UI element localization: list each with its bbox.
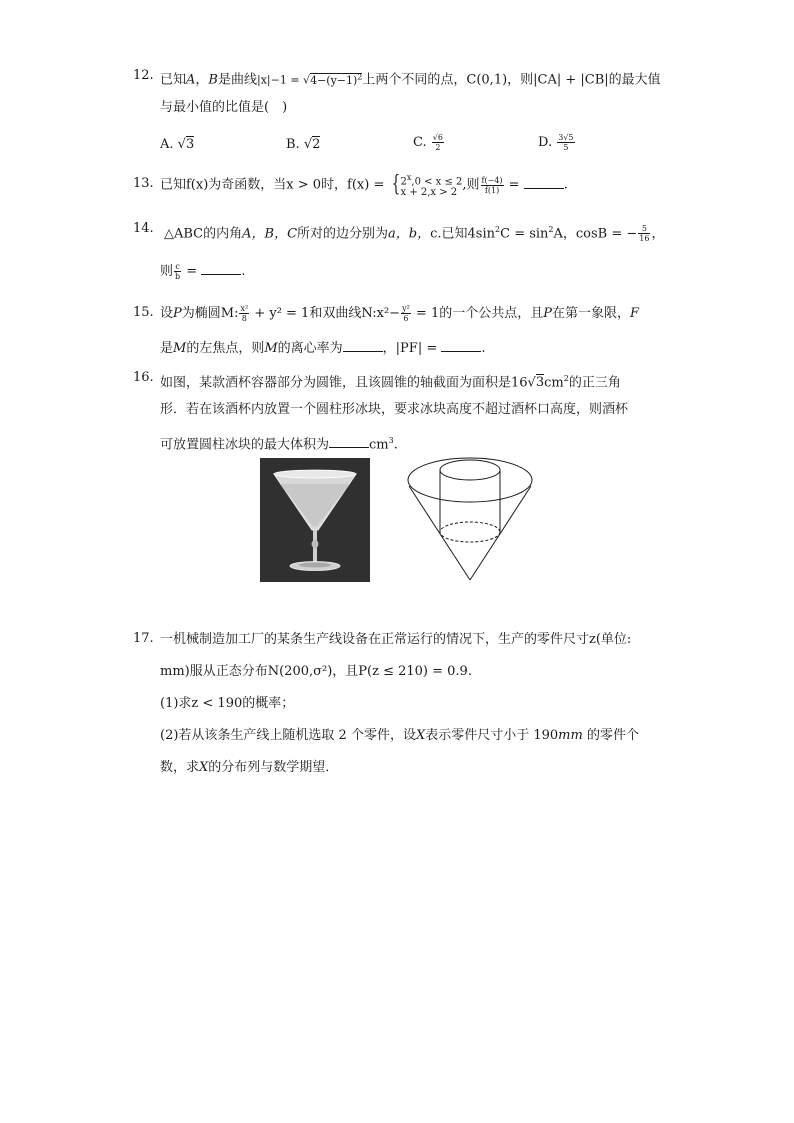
q15-var-m: M [173,341,187,356]
q14-frac-num: 5 [638,224,650,234]
q17-l5-text2: 的分布列与数学期望． [208,760,339,775]
q17-l4-text3: 的零件个 [582,728,639,743]
q12-option-d[interactable] [538,133,576,152]
q16-period: . [393,437,398,453]
q15-var-m2: M [264,341,278,356]
q17-l4-text2: 表示零件尺寸小于 190 [425,728,559,743]
q15-var-p2: P [543,306,552,321]
q17-l4-text: (2)若从该条生产线上随机选取 2 个零件，设 [160,728,416,743]
q14-angles: A，B，C [242,226,298,242]
q16-line1: 如图，某款酒杯容器部分为圆锥，且该圆锥的轴截面为面积是$16√3cm^2$的正三角 [160,374,621,391]
q15-frac1-den: 8 [241,314,247,323]
q13-number: 13. [133,176,154,191]
q14-eq: = [182,264,202,279]
q12-text3: 上两个不同的点，C(0,1)，则|CA| + |CB|的最大值 [362,72,661,88]
option-d-label: D. [538,135,553,150]
q12-var-b: B [208,72,218,88]
q15-answer-blank1[interactable] [343,339,383,352]
q14-frac-den: 16 [639,234,650,244]
q12-line2: 与最小值的比值是( ) [160,100,288,115]
q13-case1: 2 [400,176,407,188]
q15-answer-blank2[interactable] [441,339,481,352]
q16-text2: 的正三角 [568,375,621,391]
q14-comma: ， [651,226,665,242]
q12-number: 12. [133,68,154,83]
q14-text5: A，cosB = − [553,226,638,242]
q13-case1-sup: x [406,173,412,182]
q15-l2-text2: 的左焦点，则 [186,341,265,356]
q15-text4: = 1的一个公共点，且 [411,306,544,321]
option-b-label: B. [286,137,300,152]
q15-number: 15. [133,305,154,320]
q17-line2: mm)服从正态分布N(200,σ²)，且P(z ≤ 210) = 0.9. [160,664,472,679]
q16-line2: 形．若在该酒杯内放置一个圆柱形冰块，要求冰块高度不超过酒杯口高度，则酒杯 [160,402,629,417]
q15-var-f: F [630,306,640,321]
cylinder-bottom-ellipse [440,522,500,542]
q13-frac-den: f(1) [484,185,500,195]
q12-text2: 是曲线 [217,72,257,88]
q13-text2: ,则 [462,177,480,193]
q15-line1 [160,302,639,326]
q15-frac1-num: x² [240,304,249,313]
q17-var-x2: X [199,760,209,775]
option-a-label: A. [160,137,174,152]
wine-glass-photo [260,458,370,582]
q16-number: 16. [133,370,154,385]
q14-answer-blank[interactable] [201,262,241,275]
q14-number: 14. [133,221,154,236]
option-d-den: 5 [563,143,569,152]
q17-number: 17. [133,631,154,646]
q14-ratio-num: c [175,262,180,271]
q17-line4 [160,727,639,745]
q14-sides: a，b， [388,226,431,242]
q12-var-a: A [186,72,196,88]
q13-cases [401,172,463,198]
q12-line1: 已知A，B是曲线$|x|-1 = √4-(y-1)^2$上两个不同的点，C(0,1)，则|CA| + |CB|的最大值 [160,72,661,88]
q14-text4: C = sin [500,226,549,242]
q13-text: 已知f(x)为奇函数，当x > 0时，f(x) = [160,177,389,193]
q15-l2-text3: 的离心率为 [277,341,343,356]
q12-option-b[interactable]: B. √2 [286,137,321,152]
q12-curve-radicand: 4−(y−1) [310,73,358,87]
q17-line1: 一机械制造加工厂的某条生产线设备在正常运行的情况下，生产的零件尺寸z(单位: [160,632,632,647]
option-c-label: C. [413,135,427,150]
option-d-num: 3√5 [558,133,574,142]
q16-unit2: cm [369,437,389,453]
q15-text5: 在第一象限， [551,306,630,321]
option-b-value: 2 [312,137,321,152]
q17-var-x: X [415,728,426,743]
q14-text: △ABC的内角 [164,226,243,242]
q14-text2: 所对的边分别为 [297,226,389,242]
q15-l2-text4: ，|PF| = [382,341,442,356]
q16-text: 如图，某款酒杯容器部分为圆锥，且该圆锥的轴截面为面积是16 [160,375,528,391]
q13-answer-blank[interactable] [524,176,564,189]
q16-radicand: 3 [535,375,545,391]
q13-frac-num: f(−4) [481,175,503,185]
q12-comma: ， [195,72,209,88]
q15-l2-text: 是 [160,341,174,356]
q12-option-a[interactable]: A. √3 [160,137,195,152]
cone-cylinder-diagram [400,452,540,588]
q17-line3: (1)求z < 190的概率； [160,696,295,711]
q15-text3: + y² = 1和双曲线N:x²− [250,306,401,321]
q15-var-p: P [173,306,182,321]
q14-ratio-den: b [175,272,181,281]
q12-option-c[interactable] [413,133,445,152]
q17-line5 [160,759,338,777]
option-c-den: 2 [435,143,441,152]
q15-line2: 是M的左焦点，则M的离心率为 ，|PF| = . [160,341,486,356]
q15-text: 设 [160,306,174,321]
option-c-num: √6 [432,133,443,142]
q16-unit: cm [544,375,564,391]
q15-frac2-den: 6 [403,314,409,323]
q16-text3: 可放置圆柱冰块的最大体积为 [160,437,330,453]
wine-glass-photo-art [260,458,370,582]
q13-eq: = [504,177,524,193]
q14-text3: c.已知4sin [430,226,496,242]
q16-answer-blank[interactable] [329,435,369,448]
q13-case1-rest: ,0 < x ≤ 2 [411,176,463,188]
q15-text2: 为椭圆M: [181,306,239,321]
q12-curve: |x|−1 = [257,73,304,87]
q16-line3: 可放置圆柱冰块的最大体积为 $cm^3$. [160,436,398,453]
q12-text: 已知 [160,72,187,88]
q15-frac2-num: y² [402,304,410,313]
q14-line1: △ABC的内角A，B，C所对的边分别为a，b，c.已知$4\sin^2C = \sin^2A$，cosB = − $\frac{5}{16}$ ， [164,224,665,244]
option-a-value: 3 [185,137,195,152]
q14-then: 则 [160,264,174,279]
q17-l5-text: 数，求 [160,760,200,775]
q13-case2: x + 2,x > 2 [400,187,458,199]
q17-unit-mm: mm [558,728,583,743]
q13-line1: 已知f(x)为奇函数，当x > 0时，f(x) = { $2^x,0 < x \le 2$ x + 2,x > 2 ,则 $\frac{f(-4)}{f(1)}$ = . [160,172,568,199]
cylinder-top-ellipse [440,460,500,480]
q14-line2: 则 $\frac{c}{b}$ = . [160,262,246,281]
